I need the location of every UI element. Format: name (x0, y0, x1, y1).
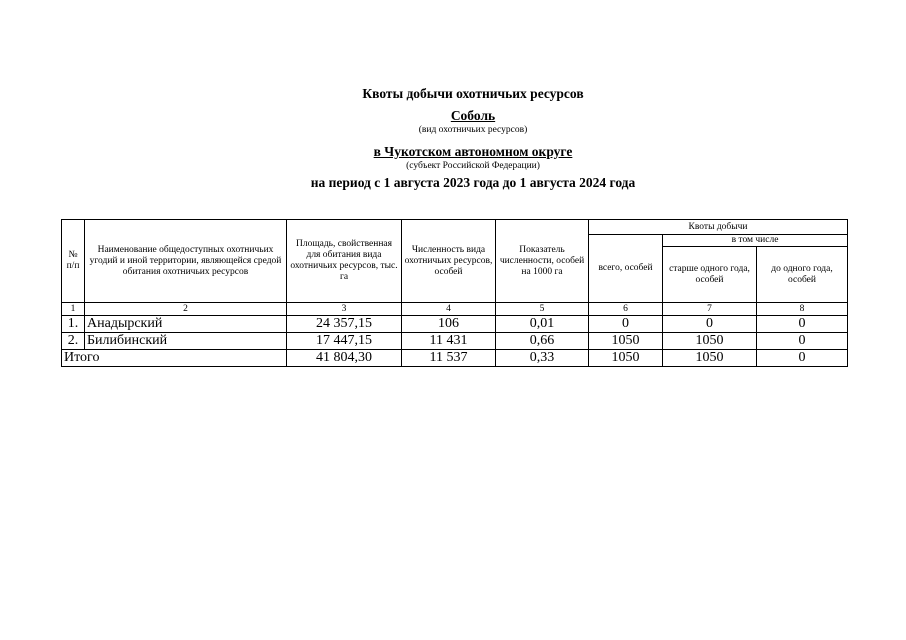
species-caption: (вид охотничьих ресурсов) (418, 125, 528, 135)
index-cell: 7 (663, 303, 757, 316)
header-including: в том числе (663, 235, 848, 247)
region-name: в Чукотском автономном округе (373, 144, 573, 159)
header-population: Численность вида охотничьих ресурсов, особей (402, 220, 496, 303)
row-area: 24 357,15 (287, 316, 402, 333)
row-older: 0 (663, 316, 757, 333)
total-quota: 1050 (589, 350, 663, 367)
column-index-row (62, 303, 848, 316)
row-total: 0 (589, 316, 663, 333)
document-title: Квоты добычи охотничьих ресурсов (362, 86, 584, 101)
row-area: 17 447,15 (287, 333, 402, 350)
index-cell: 8 (757, 303, 848, 316)
index-cell: 6 (589, 303, 663, 316)
header-quota-group: Квоты добычи (589, 220, 848, 235)
header-older: старше одного года, особей (663, 247, 757, 303)
total-older: 1050 (663, 350, 757, 367)
row-name: Билибинский (85, 333, 287, 350)
index-cell: 4 (402, 303, 496, 316)
header-num: № п/п (62, 220, 85, 303)
header-total: всего, особей (589, 235, 663, 303)
table-row (62, 316, 848, 333)
header-density: Показатель численности, особей на 1000 га (496, 220, 589, 303)
total-younger: 0 (757, 350, 848, 367)
row-density: 0,66 (496, 333, 589, 350)
total-label: Итого (62, 350, 287, 367)
region-caption: (субъект Российской Федерации) (406, 161, 540, 171)
index-cell: 3 (287, 303, 402, 316)
total-population: 11 537 (402, 350, 496, 367)
row-younger: 0 (757, 333, 848, 350)
index-cell: 1 (62, 303, 85, 316)
header-area: Площадь, свойственная для обитания вида охотничьих ресурсов, тыс. га (287, 220, 402, 303)
total-row (62, 350, 848, 367)
header-younger: до одного года, особей (757, 247, 848, 303)
header-name: Наименование общедоступных охотничьих угодий и иной территории, являющейся средой обитания охотничьих ресурсов (85, 220, 287, 303)
total-density: 0,33 (496, 350, 589, 367)
row-num: 2. (62, 333, 85, 350)
row-population: 106 (402, 316, 496, 333)
row-total: 1050 (589, 333, 663, 350)
row-younger: 0 (757, 316, 848, 333)
index-cell: 2 (85, 303, 287, 316)
row-population: 11 431 (402, 333, 496, 350)
table-row (62, 333, 848, 350)
total-area: 41 804,30 (287, 350, 402, 367)
period-text: на период с 1 августа 2023 года до 1 августа 2024 года (310, 175, 636, 190)
row-num: 1. (62, 316, 85, 333)
row-density: 0,01 (496, 316, 589, 333)
species-name: Соболь (450, 108, 496, 123)
row-older: 1050 (663, 333, 757, 350)
quota-table (61, 219, 848, 367)
row-name: Анадырский (85, 316, 287, 333)
index-cell: 5 (496, 303, 589, 316)
